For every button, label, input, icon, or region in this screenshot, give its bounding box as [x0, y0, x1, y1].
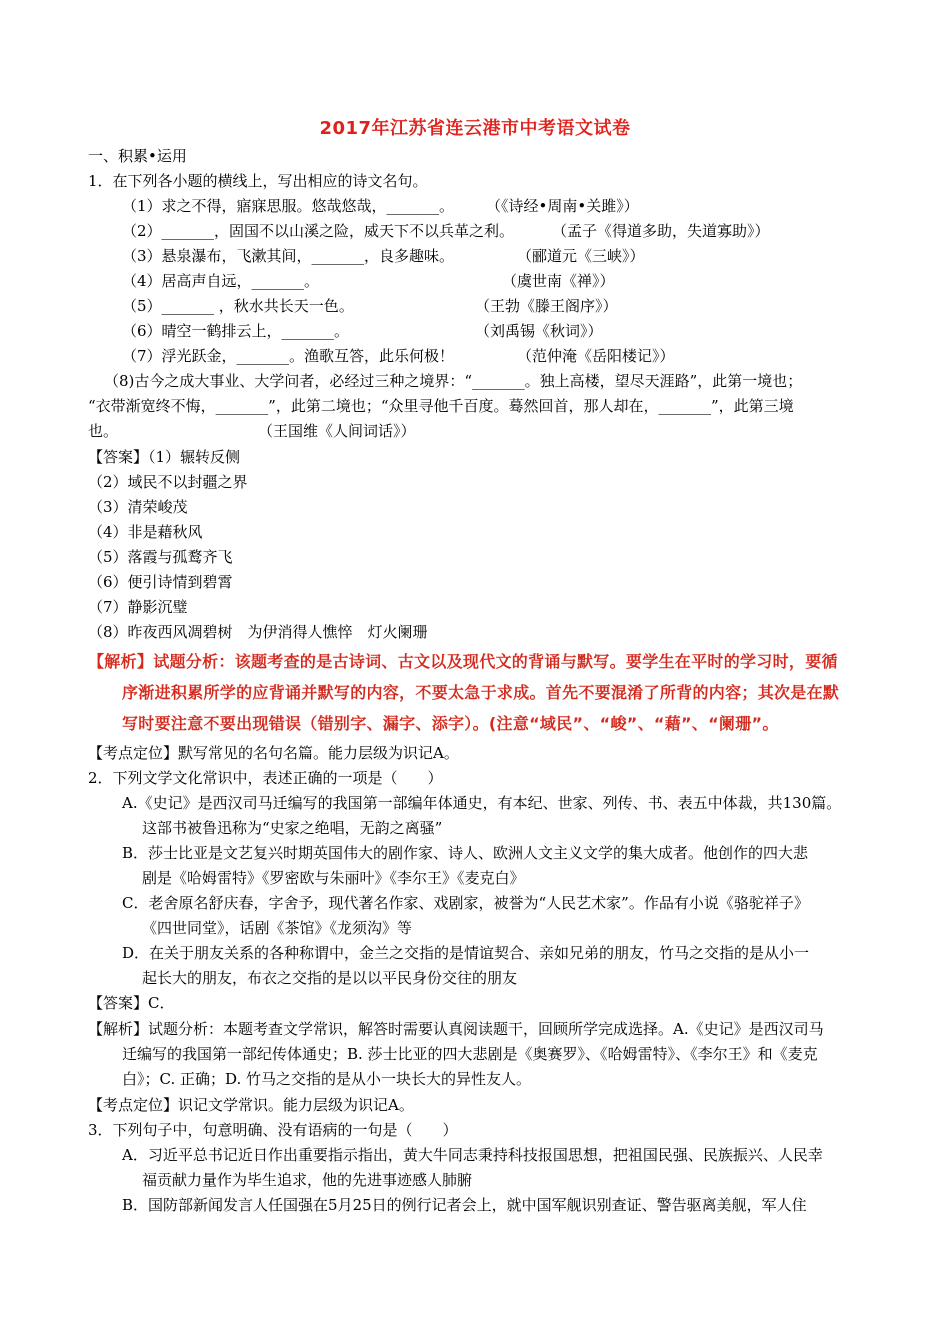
question-1-item: （1）求之不得，寤寐思服。悠哉悠哉，_______。 [122, 197, 455, 215]
answer-row [88, 447, 240, 467]
question-1-item: （6）晴空一鹤排云上，_______。 [122, 322, 350, 340]
question-1-item-source: （孟子《得道多助，失道寡助》） [552, 222, 770, 240]
analysis-text: 白》；C. 正确；D. 竹马之交指的是从小一块长大的异性友人。 [122, 1070, 532, 1088]
analysis-text: 迁编写的我国第一部纪传体通史；B. 莎士比亚的四大悲剧是《奥赛罗》、《哈姆雷特》、《李尔王》和《麦克 [122, 1045, 818, 1063]
answer-item: （1）辗转反侧 [148, 448, 241, 466]
analysis-text: 序渐进积累所学的应背诵并默写的内容，不要太急于求成。首先不要混淆了所背的内容；其次是在默 [122, 683, 840, 702]
question-1-item-8: （8)古今之成大事业、大学问者，必经过三种之境界：“_______。独上高楼，望尽天涯路”，此第一境也； [104, 372, 803, 390]
section-heading: 一、积累•运用 [88, 147, 187, 165]
question-2-option: 起长大的朋友，布衣之交指的是以以平民身份交往的朋友 [142, 969, 518, 987]
answer-item: （5）落霞与孤鹜齐飞 [88, 548, 233, 566]
question-1-item-source: （《诗经•周南•关雎》） [486, 197, 639, 215]
question-1-item-source: （王勃《滕王阁序》） [475, 297, 618, 315]
question-1-item-source: （王国维《人间词话》） [258, 422, 416, 440]
question-1-item: （4）居高声自远，_______。 [122, 272, 320, 290]
question-2-option: A.《史记》是西汉司马迁编写的我国第一部编年体通史，有本纪、世家、列传、书、表五中体裁，共130篇。 [122, 794, 842, 812]
question-2-option: 这部书被鲁迅称为“史家之绝唱，无韵之离骚” [142, 819, 443, 837]
question-2-option: B．莎士比亚是文艺复兴时期英国伟大的剧作家、诗人、欧洲人文主义文学的集大成者。他创作的四大悲 [122, 844, 809, 862]
key-point: 【考点定位】识记文学常识。能力层级为识记A。 [88, 1096, 414, 1114]
question-1-item: （5）_______ ，秋水共长天一色。 [122, 297, 354, 315]
analysis-text: 【解析】试题分析：本题考查文学常识，解答时需要认真阅读题干，回顾所学完成选择。A.《史记》是西汉司马 [88, 1020, 824, 1038]
question-1-item-source: （范仲淹《岳阳楼记》） [517, 347, 675, 365]
answer-row: 【答案】C． [88, 994, 175, 1012]
question-3-option: A．习近平总书记近日作出重要指示指出，黄大牛同志秉持科技报国思想，把祖国民强、民族振兴、人民幸 [122, 1146, 823, 1164]
question-1-item: （2）_______，固国不以山溪之险，威天下不以兵革之利。 [122, 222, 515, 240]
key-point: 【考点定位】默写常见的名句名篇。能力层级为识记A。 [88, 744, 459, 762]
answer-item: （6）便引诗情到碧霄 [88, 573, 233, 591]
question-1-item-source: （刘禹锡《秋词》） [475, 322, 603, 340]
analysis-text: 【解析】试题分析：该题考查的是古诗词、古文以及现代文的背诵与默写。要学生在平时的学习时，要循 [88, 652, 838, 671]
question-2-stem: 2．下列文学文化常识中，表述正确的一项是（ ） [88, 769, 443, 787]
answer-item: （4）非是藉秋风 [88, 523, 203, 541]
question-3-stem: 3．下列句子中，句意明确、没有语病的一句是（ ） [88, 1121, 458, 1139]
question-2-option: 《四世同堂》，话剧《茶馆》《龙须沟》等 [142, 919, 413, 937]
question-1-stem: 1．在下列各小题的横线上，写出相应的诗文名句。 [88, 172, 428, 190]
question-1-item-source: （郦道元《三峡》） [517, 247, 645, 265]
answer-item: （3）清荣峻茂 [88, 498, 188, 516]
question-1-item-source: （虞世南《禅》） [502, 272, 615, 290]
answer-item: （2）域民不以封疆之界 [88, 473, 248, 491]
question-2-option: D．在关于朋友关系的各种称谓中，金兰之交指的是情谊契合、亲如兄弟的朋友，竹马之交指的是从小一 [122, 944, 810, 962]
question-3-option: B．国防部新闻发言人任国强在5月25日的例行记者会上，就中国军舰识别查证、警告驱离美舰，军人住 [122, 1196, 807, 1214]
question-1-item: （7）浮光跃金，_______。渔歌互答，此乐何极！ [122, 347, 455, 365]
answer-item: （8）昨夜西风凋碧树 为伊消得人憔悴 灯火阑珊 [88, 623, 428, 641]
question-2-option: 剧是《哈姆雷特》《罗密欧与朱丽叶》《李尔王》《麦克白》 [142, 869, 525, 887]
question-1-item: （3）悬泉瀑布，飞漱其间，_______，良多趣味。 [122, 247, 455, 265]
question-2-option: C．老舍原名舒庆春，字舍予，现代著名作家、戏剧家，被誉为“人民艺术家”。作品有小说《骆驼祥子》 [122, 894, 809, 912]
answer-label: 【答案】 [88, 448, 149, 466]
analysis-text: 写时要注意不要出现错误（错别字、漏字、添字）。(注意“域民”、“峻”、“藉”、“阑珊”。 [122, 714, 779, 733]
page-title: 2017年江苏省连云港市中考语文试卷 [319, 118, 631, 139]
question-1-item-8: “衣带渐宽终不悔，_______”，此第二境也；“众里寻他千百度。蓦然回首，那人却在，_______”，此第三境 [88, 397, 794, 415]
answer-item: （7）静影沉璧 [88, 598, 188, 616]
question-1-item-8: 也。 [88, 422, 119, 440]
question-3-option: 福贡献力量作为毕生追求，他的先进事迹感人肺腑 [142, 1171, 473, 1189]
